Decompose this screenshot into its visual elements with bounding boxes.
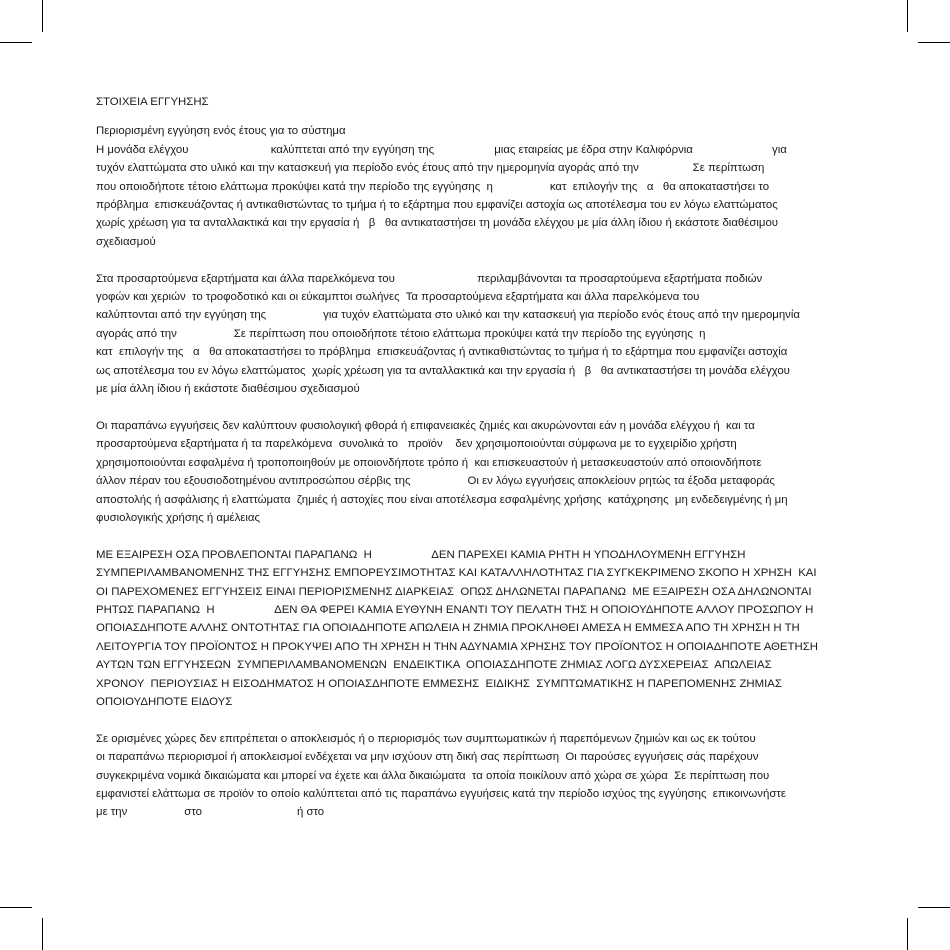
- crop-mark-top-left-h: [0, 42, 32, 43]
- paragraph-one-year-warranty: [96, 122, 856, 251]
- text-line: χρησιμοποιούνται εσφαλμένα ή τροποποιηθούν με οποιονδήποτε τρόπο ή και επισκευαστούν ή μετασκευαστούν από οποιονδήποτε: [96, 456, 762, 469]
- text-line: Οι παραπάνω εγγυήσεις δεν καλύπτουν φυσιολογική φθορά ή επιφανειακές ζημιές και ακυρώνονται εάν η μονάδα ελέγχου ή και τα: [96, 419, 755, 432]
- text-line: ΜΕ ΕΞΑΙΡΕΣΗ ΟΣΑ ΠΡΟΒΛΕΠΟΝΤΑΙ ΠΑΡΑΠΑΝΩ Η ΔΕΝ ΠΑΡΕΧΕΙ ΚΑΜΙΑ ΡΗΤΗ Η ΥΠΟΔΗΛΟΥΜΕΝΗ ΕΓΓΥΗΣΗ: [96, 548, 746, 561]
- text-line: Η μονάδα ελέγχου καλύπτεται από την εγγύηση της μιας εταιρείας με έδρα στην Καλιφόρνια για: [96, 143, 787, 156]
- text-line: Περιορισμένη εγγύηση ενός έτους για το σύστημα: [96, 125, 346, 138]
- text-line: με μία άλλη ίδιου ή εκάστοτε διαθέσιμου σχεδιασμού: [96, 383, 360, 396]
- text-line: άλλον πέραν του εξουσιοδοτημένου αντιπροσώπου σέρβις της Οι εν λόγω εγγυήσεις αποκλείουν ρητώς τα έξοδα μεταφοράς: [96, 475, 775, 488]
- text-line: ΡΗΤΩΣ ΠΑΡΑΠΑΝΩ Η ΔΕΝ ΘΑ ΦΕΡΕΙ ΚΑΜΙΑ ΕΥΘΥΝΗ ΕΝΑΝΤΙ ΤΟΥ ΠΕΛΑΤΗ ΤΗΣ Η ΟΠΟΙΟΥΔΗΠΟΤΕ ΑΛΛΟΥ ΠΡΟΣΩΠΟΥ Η: [96, 603, 814, 616]
- paragraph-disclaimer-caps: [96, 546, 856, 712]
- crop-mark-bottom-right-h: [918, 907, 950, 908]
- warranty-document: [96, 93, 856, 840]
- crop-mark-bottom-left-v: [42, 918, 43, 950]
- text-line: πρόβλημα επισκευάζοντας ή αντικαθιστώντας το τμήμα ή το εξάρτημα που εμφανίζει αστοχία ως αποτέλεσμα του εν λόγω ελαττώματος: [96, 199, 778, 212]
- document-title: ΣΤΟΙΧΕΙΑ ΕΓΓΥΗΣΗΣ: [96, 96, 209, 108]
- text-line: Στα προσαρτούμενα εξαρτήματα και άλλα παρελκόμενα του περιλαμβάνονται τα προσαρτούμενα εξαρτήματα ποδιών: [96, 272, 763, 285]
- crop-mark-top-right-v: [907, 0, 908, 32]
- text-line: ΣΥΜΠΕΡΙΛΑΜΒΑΝΟΜΕΝΗΣ ΤΗΣ ΕΓΓΥΗΣΗΣ ΕΜΠΟΡΕΥΣΙΜΟΤΗΤΑΣ ΚΑΙ ΚΑΤΑΛΛΗΛΟΤΗΤΑΣ ΓΙΑ ΣΥΓΚΕΚΡΙΜΕΝΟ ΣΚΟΠΟ Η ΧΡΗΣΗ ΚΑΙ: [96, 567, 817, 580]
- crop-mark-bottom-right-v: [907, 918, 908, 950]
- text-line: τυχόν ελαττώματα στο υλικό και την κατασκευή για περίοδο ενός έτους από την ημερομηνία αγοράς από την Σε περίπτωση: [96, 162, 765, 175]
- text-line: προσαρτούμενα εξαρτήματα ή τα παρελκόμενα συνολικά το προϊόν δεν χρησιμοποιούνται σύμφωνα με το εγχειρίδιο χρήστη: [96, 438, 737, 451]
- text-line: εμφανιστεί ελάττωμα σε προϊόν το οποίο καλύπτεται από τις παραπάνω εγγυήσεις κατά την περίοδο ισχύος της εγγύησης επικοινωνήστε: [96, 787, 786, 800]
- text-line: ΟΠΟΙΑΣΔΗΠΟΤΕ ΑΛΛΗΣ ΟΝΤΟΤΗΤΑΣ ΓΙΑ ΟΠΟΙΑΔΗΠΟΤΕ ΑΠΩΛΕΙΑ Η ΖΗΜΙΑ ΠΡΟΚΛΗΘΕΙ ΑΜΕΣΑ Η ΕΜΜΕΣΑ ΑΠΟ ΤΗ ΧΡΗΣΗ Η ΤΗ: [96, 622, 800, 635]
- paragraph-accessories-warranty: [96, 270, 856, 399]
- text-line: αγοράς από την Σε περίπτωση που οποιοδήποτε τέτοιο ελάττωμα προκύψει κατά την περίοδο της εγγύησης η: [96, 327, 706, 340]
- text-line: ΛΕΙΤΟΥΡΓΙΑ ΤΟΥ ΠΡΟΪΟΝΤΟΣ Η ΠΡΟΚΥΨΕΙ ΑΠΟ ΤΗ ΧΡΗΣΗ Η ΤΗΝ ΑΔΥΝΑΜΙΑ ΧΡΗΣΗΣ ΤΟΥ ΠΡΟΪΟΝΤΟΣ Η ΟΠΟΙΑΔΗΠΟΤΕ ΑΘΕΤΗΣΗ: [96, 640, 818, 653]
- crop-mark-top-left-v: [42, 0, 43, 32]
- text-line: με την στο ή στο: [96, 806, 325, 819]
- text-line: ως αποτέλεσμα του εν λόγω ελαττώματος χωρίς χρέωση για τα ανταλλακτικά και την εργασία ή β θα αντικαταστήσει τη μονάδα ελέγχου: [96, 364, 790, 377]
- paragraph-jurisdiction: [96, 730, 856, 822]
- crop-mark-top-right-h: [918, 42, 950, 43]
- text-line: ΧΡΟΝΟΥ ΠΕΡΙΟΥΣΙΑΣ Η ΕΙΣΟΔΗΜΑΤΟΣ Η ΟΠΟΙΑΣΔΗΠΟΤΕ ΕΜΜΕΣΗΣ ΕΙΔΙΚΗΣ ΣΥΜΠΤΩΜΑΤΙΚΗΣ Η ΠΑΡΕΠΟΜΕΝΗΣ ΖΗΜΙΑΣ: [96, 677, 782, 690]
- text-line: ΟΙ ΠΑΡΕΧΟΜΕΝΕΣ ΕΓΓΥΗΣΕΙΣ ΕΙΝΑΙ ΠΕΡΙΟΡΙΣΜΕΝΗΣ ΔΙΑΡΚΕΙΑΣ ΟΠΩΣ ΔΗΛΩΝΕΤΑΙ ΠΑΡΑΠΑΝΩ ΜΕ ΕΞΑΙΡΕΣΗ ΟΣΑ ΔΗΛΩΝΟΝΤΑΙ: [96, 585, 812, 598]
- text-line: γοφών και χεριών το τροφοδοτικό και οι εύκαμπτοι σωλήνες Τα προσαρτούμενα εξαρτήματα και άλλα παρελκόμενα του: [96, 291, 700, 304]
- text-line: ΑΥΤΩΝ ΤΩΝ ΕΓΓΥΗΣΕΩΝ ΣΥΜΠΕΡΙΛΑΜΒΑΝΟΜΕΝΩΝ ΕΝΔΕΙΚΤΙΚΑ ΟΠΟΙΑΣΔΗΠΟΤΕ ΖΗΜΙΑΣ ΛΟΓΩ ΔΥΣΧΕΡΕΙΑΣ ΑΠΩΛΕΙΑΣ: [96, 659, 772, 672]
- text-line: σχεδιασμού: [96, 235, 156, 248]
- text-line: συγκεκριμένα νομικά δικαιώματα και μπορεί να έχετε και άλλα δικαιώματα τα οποία ποικίλουν από χώρα σε χώρα Σε περίπτωση που: [96, 769, 770, 782]
- text-line: χωρίς χρέωση για τα ανταλλακτικά και την εργασία ή β θα αντικαταστήσει τη μονάδα ελέγχου με μία άλλη ίδιου ή εκάστοτε διαθέσιμου: [96, 217, 779, 230]
- text-line: ΟΠΟΙΟΥΔΗΠΟΤΕ ΕΙΔΟΥΣ: [96, 695, 233, 708]
- paragraph-exclusions: [96, 417, 856, 527]
- text-line: οι παραπάνω περιορισμοί ή αποκλεισμοί ενδέχεται να μην ισχύουν στη δική σας περίπτωση Οι παρούσες εγγυήσεις σάς παρέχουν: [96, 751, 759, 764]
- text-line: κατ επιλογήν της α θα αποκαταστήσει το πρόβλημα επισκευάζοντας ή αντικαθιστώντας το τμήμα ή το εξάρτημα που εμφανίζει αστοχία: [96, 346, 788, 359]
- text-line: φυσιολογικής χρήσης ή αμέλειας: [96, 511, 260, 524]
- text-line: Σε ορισμένες χώρες δεν επιτρέπεται ο αποκλεισμός ή ο περιορισμός των συμπτωματικών ή παρεπόμενων ζημιών και ως εκ τούτου: [96, 732, 756, 745]
- crop-mark-bottom-left-h: [0, 907, 32, 908]
- text-line: καλύπτονται από την εγγύηση της για τυχόν ελαττώματα στο υλικό και την κατασκευή για περίοδο ενός έτους από την ημερομηνία: [96, 309, 800, 322]
- text-line: που οποιοδήποτε τέτοιο ελάττωμα προκύψει κατά την περίοδο της εγγύησης η κατ επιλογήν της α θα αποκαταστήσει το: [96, 180, 770, 193]
- text-line: αποστολής ή ασφάλισης ή ελαττώματα ζημιές ή αστοχίες που είναι αποτέλεσμα εσφαλμένης χρήσης κατάχρησης μη ενδεδειγμένης ή μη: [96, 493, 788, 506]
